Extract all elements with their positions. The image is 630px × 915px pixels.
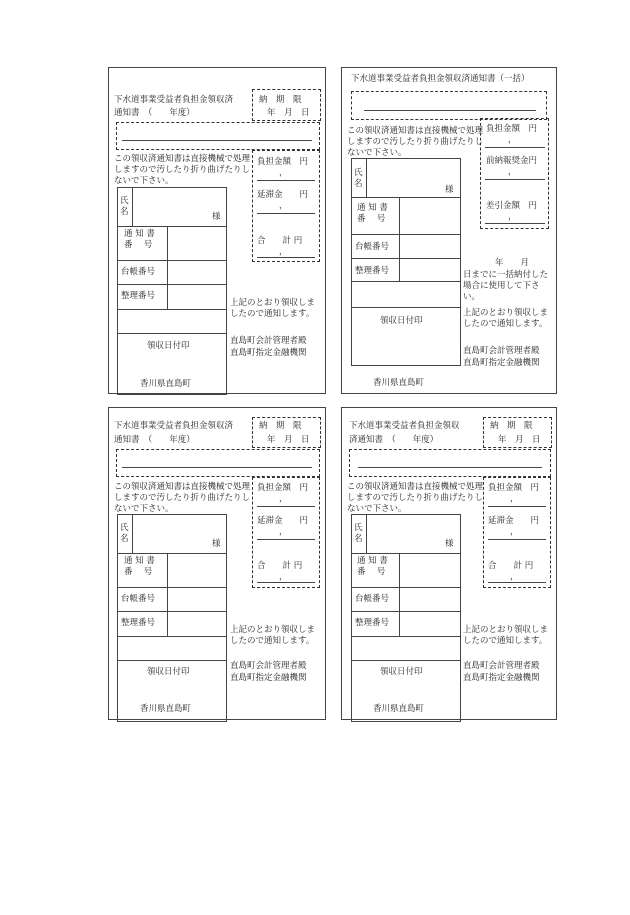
amount-late-comma: ， [510,527,519,537]
amount-burden-comma: ， [508,135,517,145]
due-date-label: 納 期 限 [490,421,533,431]
town-name: 香川県直島町 [373,704,425,714]
receipt-message: 上記のとおり領収しましたので通知します。 [463,308,549,329]
address-box [349,449,551,477]
row-divider [117,260,227,261]
amount-total-comma: ， [510,572,519,582]
name-suffix: 様 [212,539,221,549]
row-divider [351,234,461,235]
receipt-message: 上記のとおり領収しましたので通知します。 [230,298,316,319]
amount-net-line [485,223,545,224]
row-divider [117,553,227,554]
amount-burden-line [257,180,315,181]
office-accountant: 直島町会計管理者殿 [463,661,540,671]
row-divider [351,307,461,308]
amount-total-line [488,582,546,583]
notice-number-label: 通 知 書 番 号 [124,556,155,577]
address-box [116,449,320,477]
row-divider [117,309,227,310]
ledger-number-label: 台帳番号 [355,594,390,604]
due-date-value: 年 月 日 [498,435,541,445]
name-col-divider [366,158,367,197]
row-divider [351,258,461,259]
amount-burden-label: 負担金額 円 [488,483,540,493]
amount-prepaid-label: 前納報奨金円 [486,156,538,166]
row-divider [117,611,227,612]
amount-late-label: 延滞金 円 [257,516,309,526]
town-name: 香川県直島町 [140,704,192,714]
amount-late-line [257,539,315,540]
receipt-card-bottom-right [341,407,557,720]
ledger-number-label: 台帳番号 [121,594,156,604]
row-divider [351,281,461,282]
name-col-divider [132,514,133,553]
amount-net-comma: ， [508,212,517,222]
amount-total-comma: ， [279,247,288,257]
label-col-divider [167,553,168,636]
amount-late-label: 延滞金 円 [488,516,540,526]
office-bank: 直島町指定金融機関 [230,673,307,683]
row-divider [117,333,227,334]
card-title-line2: 通知書 （ 年度） [114,435,195,445]
amount-late-line [488,539,546,540]
name-label: 氏 名 [120,196,129,217]
reference-number-label: 整理番号 [121,618,156,628]
card-title-line2: 済通知書 （ 年度） [349,435,439,445]
row-divider [117,636,227,637]
row-divider [117,284,227,285]
office-accountant: 直島町会計管理者殿 [463,346,540,356]
office-accountant: 直島町会計管理者殿 [230,661,307,671]
office-accountant: 直島町会計管理者殿 [230,336,307,346]
lump-sum-message: 日までに一括納付した場合に使用して下さい。 [463,270,549,302]
amount-burden-comma: ， [510,494,519,504]
receipt-stamp-label: 領収日付印 [380,667,423,677]
amount-total-line [257,257,315,258]
amount-burden-label: 負担金額 円 [257,483,309,493]
receipt-card-top-left [108,67,326,394]
receipt-stamp-label: 領収日付印 [147,667,190,677]
receipt-message: 上記のとおり領収しましたので通知します。 [463,625,549,646]
name-label: 氏 名 [354,523,363,544]
notice-number-label: 通 知 書 番 号 [357,203,388,224]
amount-burden-comma: ， [279,494,288,504]
reference-number-label: 整理番号 [355,266,390,276]
name-col-divider [366,514,367,553]
row-divider [351,636,461,637]
amount-prepaid-comma: ， [508,167,517,177]
name-suffix: 様 [445,185,454,195]
office-bank: 直島町指定金融機関 [230,348,307,358]
town-name: 香川県直島町 [140,379,192,389]
amount-total-line [257,582,315,583]
town-name: 香川県直島町 [373,378,425,388]
row-divider [117,587,227,588]
name-label: 氏 名 [354,168,363,189]
amount-late-line [257,213,315,214]
card-title-line1: 下水道事業受益者負担金領収済 [114,95,234,105]
address-box [351,91,547,120]
amount-burden-label: 負担金額 円 [257,157,309,167]
amount-total-label: 合 計 円 [488,561,534,571]
receipt-card-bottom-left [108,407,326,720]
office-bank: 直島町指定金融機関 [463,358,540,368]
amount-total-label: 合 計 円 [257,236,303,246]
amount-burden-label: 負担金額 円 [486,124,538,134]
notice-number-label: 通 知 書 番 号 [124,229,155,250]
receipt-card-top-right [341,67,557,394]
amount-burden-line [257,506,315,507]
address-line [122,140,312,141]
amount-net-label: 差引金額 円 [486,201,538,211]
name-suffix: 様 [212,212,221,222]
ledger-number-label: 台帳番号 [355,242,390,252]
amount-total-label: 合 計 円 [257,561,303,571]
address-line [364,110,536,111]
card-title-line2: 通知書 （ 年度） [114,108,195,118]
receipt-stamp-label: 領収日付印 [380,316,423,326]
reference-number-label: 整理番号 [121,291,156,301]
handling-notice: この領収済通知書は直接機械で処理しますので汚したり折り曲げたりしないで下さい。 [114,154,251,186]
notice-number-label: 通 知 書 番 号 [357,556,388,577]
row-divider [351,660,461,661]
card-title-line1: 下水道事業受益者負担金領収済 [114,421,234,431]
amount-burden-line [485,147,545,148]
amount-total-comma: ， [279,572,288,582]
due-date-label: 納 期 限 [259,95,302,105]
handling-notice: この領収済通知書は直接機械で処理しますので汚したり折り曲げたりしないで下さい。 [347,482,484,514]
amount-prepaid-line [485,179,545,180]
ledger-number-label: 台帳番号 [121,267,156,277]
due-date-value: 年 月 日 [267,435,310,445]
receipt-message: 上記のとおり領収しましたので通知します。 [230,625,316,646]
card-title: 下水道事業受益者負担金領収済通知書（一括） [351,74,530,84]
receipt-stamp-label: 領収日付印 [147,341,190,351]
handling-notice: この領収済通知書は直接機械で処理しますので汚したり折り曲げたりしないで下さい。 [347,126,484,158]
name-label: 氏 名 [120,523,129,544]
address-box [116,122,320,150]
label-col-divider [399,553,400,636]
address-line [122,467,312,468]
office-bank: 直島町指定金融機関 [463,673,540,683]
reference-number-label: 整理番号 [355,618,390,628]
due-date-value: 年 月 日 [267,108,310,118]
amount-burden-line [488,506,546,507]
row-divider [351,587,461,588]
amount-late-comma: ， [279,527,288,537]
handling-notice: この領収済通知書は直接機械で処理しますので汚したり折り曲げたりしないで下さい。 [114,482,251,514]
name-col-divider [132,187,133,226]
row-divider [351,553,461,554]
row-divider [351,197,461,198]
row-divider [117,226,227,227]
row-divider [117,660,227,661]
name-suffix: 様 [445,539,454,549]
amount-late-comma: ， [279,201,288,211]
lump-sum-year-month: 年 月 [495,258,530,268]
address-line [358,467,542,468]
label-col-divider [167,226,168,309]
amount-late-label: 延滞金 円 [257,190,309,200]
card-title-line1: 下水道事業受益者負担金領収 [349,421,460,431]
amount-burden-comma: ， [279,168,288,178]
label-col-divider [399,197,400,281]
due-date-label: 納 期 限 [259,421,302,431]
row-divider [351,611,461,612]
